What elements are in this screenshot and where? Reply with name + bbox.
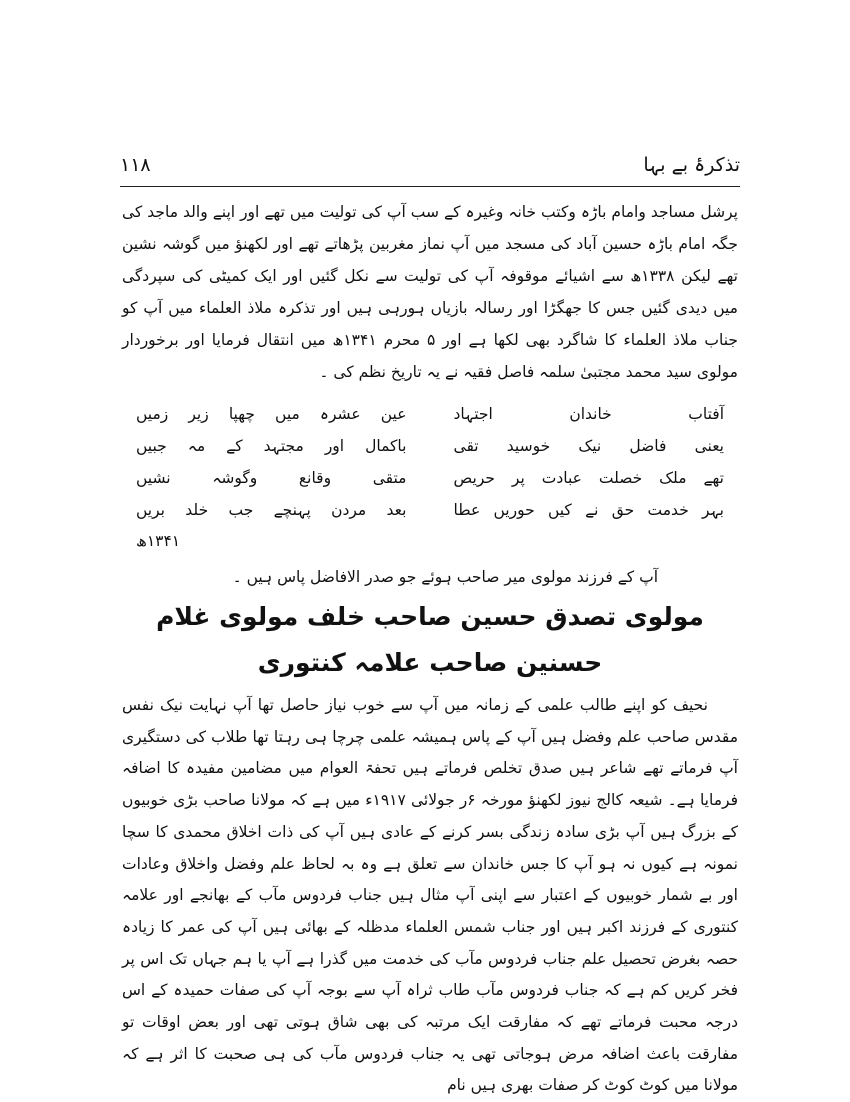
verse-first-line: بہر خدمت حق نے کیں حوریں عطا <box>453 501 724 519</box>
verse-second-line: عین عشرہ میں چھپا زیر زمیں <box>136 405 407 423</box>
chronogram-year: ۱۳۴۱ھ <box>136 532 181 550</box>
main-paragraph: نحیف کو اپنے طالب علمی کے زمانہ میں آپ سے خوب نیاز حاصل تھا آپ نہایت نیک نفس مقدس صاحب علم وفضل ہیں آپ کے پاس ہمیشہ علمی چرچا ہی رہتا تھا طلاب کی دستگیری آپ فرماتے تھے شاعر ہیں صدق تخلص فرماتے ہیں تحفۃ العوام میں مضامین مفیدہ کا اضافہ فرمایا ہے۔ شیعہ کالج نیوز لکھنؤ مورخہ ۶ر جولائی ۱۹۱۷ء میں ہے کہ مولانا صاحب بڑی خوبیوں کے بزرگ ہیں آپ بڑی سادہ زندگی بسر کرنے کے عادی ہیں آپ کی ذات اخلاق محمدی کا سچا نمونہ ہے کیوں نہ ہو آپ کا جس خاندان سے تعلق ہے وہ بہ لحاظ علم وفضل واخلاق وعادات اور بے شمار خوبیوں کے اعتبار سے اپنی آپ مثال ہیں جناب فردوس مآب کے بھانجے اور علامہ کنتوری کے فرزند اکبر ہیں اور جناب شمس العلماء مدظلہ کے بھائی ہیں آپ کی عمر کا زیادہ حصہ بغرض تحصیل علم جناب فردوس مآب کی خدمت میں گذرا ہے آپ یا ہم جہاں تک اس پر فخر کریں کم ہے کہ جناب فردوس مآب طاب ثراہ آپ سے بوجہ آپ کی صفات حمیدہ کے اس درجہ محبت فرماتے تھے کہ مفارقت ایک مرتبہ کی بھی شاق ہوتی تھی اور بعض اوقات تو مفارقت باعث اضافہ مرض ہوجاتی تھی یہ جناب فردوس مآب کی ہی صحبت کا اثر ہے کہ مولانا میں کوٹ کوٹ کر صفات بھری ہیں نام <box>122 696 738 1095</box>
verse-first-line: یعنی فاضل نیک خوسید تقی <box>453 437 724 455</box>
chronogram-poem <box>136 398 724 556</box>
son-note: آپ کے فرزند مولوی میر صاحب ہوئے جو صدر الافاضل پاس ہیں ۔ <box>232 568 658 586</box>
page-body <box>122 196 738 1102</box>
verse-second-line: بعد مردن پہنچے جب خلد بریں <box>136 501 407 519</box>
verse-second-line: باکمال اور مجتہد کے مہ جبیں <box>136 437 407 455</box>
section-heading: مولوی تصدق حسین صاحب خلف مولوی غلام حسنین صاحب علامہ کنتوری <box>156 602 704 677</box>
intro-paragraph: پرشل مساجد وامام باڑہ وکتب خانہ وغیرہ کے سب آپ کی تولیت میں تھے اور اپنے والد ماجد کی جگہ امام باڑہ حسین آباد کی مسجد میں آپ نماز مغربین پڑھاتے تھے اور لکھنؤ میں گوشہ نشین تھے لیکن ۱۳۳۸ھ سے اشیائے موقوفہ آپ کی تولیت سے نکل گئیں اور ایک کمیٹی کی سپردگی میں دیدی گئیں جس کا جھگڑا اور رسالہ بازیاں ہورہی ہیں اور تذکرہ ملاذ العلماء میں آپ کو جناب ملاذ العلماء کا شاگرد بھی لکھا ہے اور ۵ محرم ۱۳۴۱ھ میں انتقال فرمایا اور برخوردار مولوی سید محمد مجتبیٰ سلمہ فاصل فقیہ نے یہ تاریخ نظم کی ۔ <box>122 203 739 381</box>
page-number: ۱۱۸ <box>120 154 151 176</box>
verse-first-line: آفتاب خاندان اجتہاد <box>453 405 724 423</box>
poem-verse <box>136 398 724 430</box>
running-header <box>120 152 740 182</box>
book-title: تذکرۂ بے بہا <box>643 154 740 176</box>
poem-verse <box>136 462 724 494</box>
verse-first-line: تھے ملک خصلت عبادت پر حریص <box>453 469 724 487</box>
verse-second-line: متقی وقانع وگوشہ نشیں <box>136 469 407 487</box>
poem-verse <box>136 494 724 526</box>
header-divider <box>120 186 740 187</box>
poem-verse <box>136 430 724 462</box>
